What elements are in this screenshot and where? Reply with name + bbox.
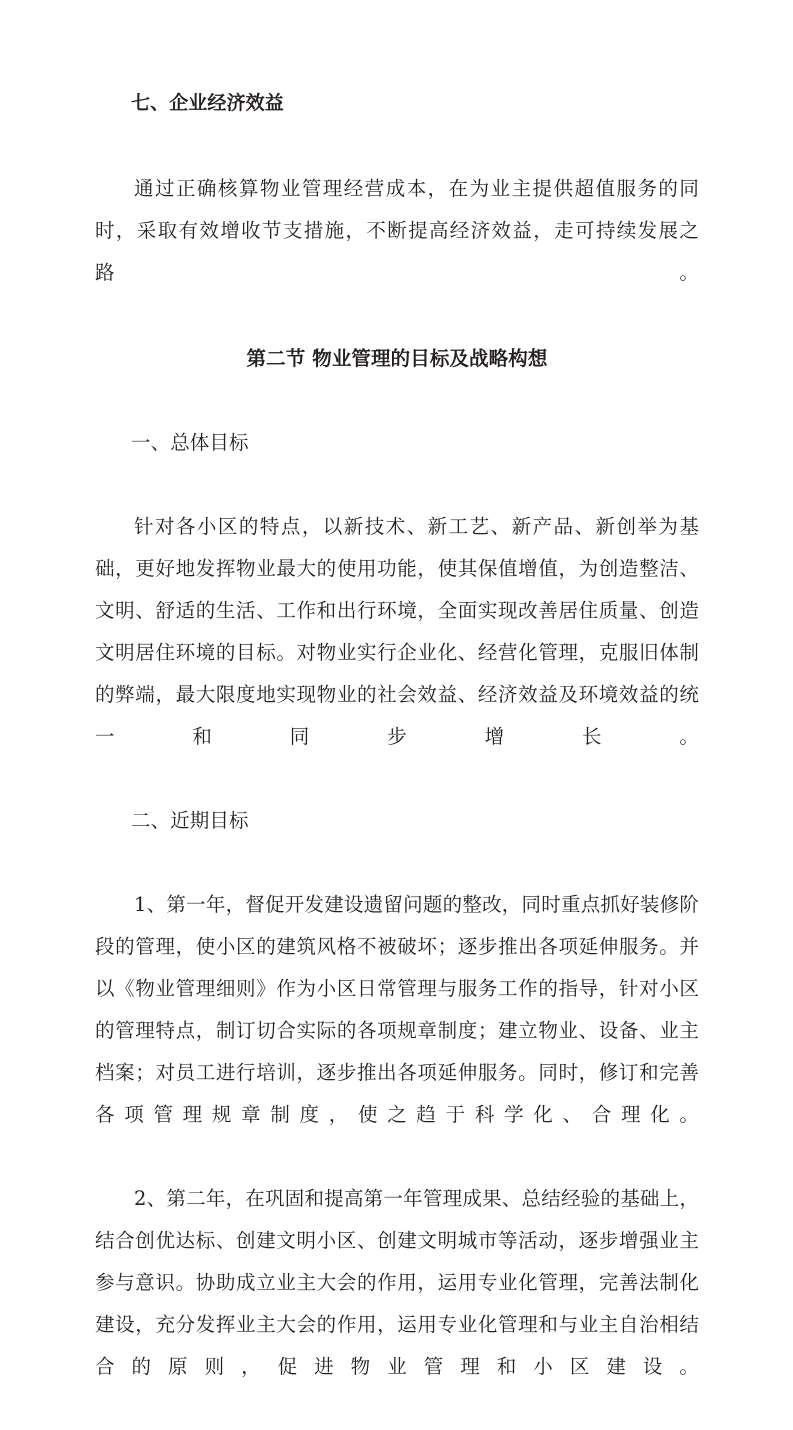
paragraph-year-one: 1、第一年，督促开发建设遗留问题的整改，同时重点抓好装修阶段的管理，使小区的建筑风格不被破坏；逐步推出各项延伸服务。并以《物业管理细则》作为小区日常管理与服务工作的指导，针对小区的管理特点，制订切合实际的各项规章制度；建立物业、设备、业主档案；对员工进行培训，逐步推出各项延伸服务。同时，修订和完善各项管理规章制度，使之趋于科学化、合理化。 [95,893,699,1126]
heading-enterprise-economic-benefit: 七、企业经济效益 [131,92,284,114]
paragraph-cost-accounting: 通过正确核算物业管理经营成本，在为业主提供超值服务的同时，采取有效增收节支措施，不断提高经济效益，走可持续发展之路。 [95,177,699,284]
heading-overall-objective: 一、总体目标 [131,431,249,454]
heading-section-two-title: 第二节 物业管理的目标及战略构想 [246,347,548,370]
paragraph-year-two: 2、第二年，在巩固和提高第一年管理成果、总结经验的基础上，结合创优达标、创建文明小区、创建文明城市等活动，逐步增强业主参与意识。协助成立业主大会的作用，运用专业化管理，完善法制化建设，充分发挥业主大会的作用，运用专业化管理和与业主自治相结合的原则，促进物业管理和小区建设。 [95,1187,699,1378]
document-body [95,82,699,1430]
heading-near-term-objective: 二、近期目标 [131,809,249,832]
paragraph-overall-objective: 针对各小区的特点，以新技术、新工艺、新产品、新创举为基础，更好地发挥物业最大的使用功能，使其保值增值，为创造整洁、文明、舒适的生活、工作和出行环境，全面实现改善居住质量、创造文明居住环境的目标。对物业实行企业化、经营化管理，克服旧体制的弊端，最大限度地实现物业的社会效益、经济效益及环境效益的统一和同步增长。 [95,515,699,748]
